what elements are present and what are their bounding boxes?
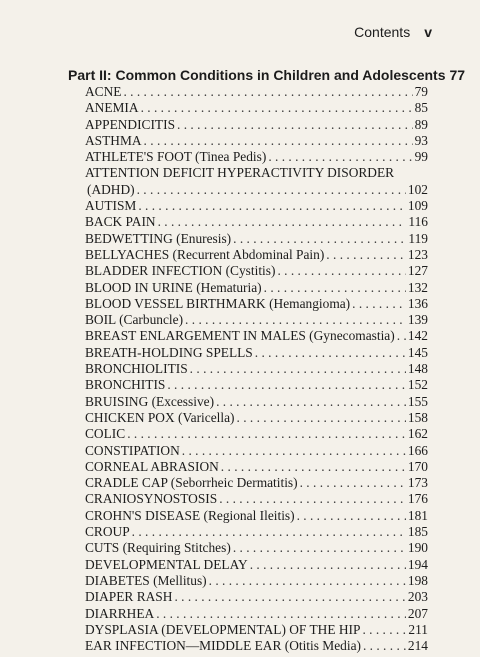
entry-page: 85	[414, 100, 428, 116]
dot-leader	[250, 557, 406, 573]
toc-entry	[68, 589, 428, 605]
entry-title: APPENDICITIS	[85, 116, 176, 132]
toc-entry	[68, 475, 428, 491]
entry-page: 89	[414, 116, 428, 132]
toc-entry	[68, 426, 428, 442]
toc-entry	[68, 410, 428, 426]
dot-leader	[141, 100, 413, 116]
entry-page: 116	[408, 214, 428, 230]
toc-entry	[68, 573, 428, 589]
entry-page: 181	[407, 507, 428, 523]
entry-page: 166	[407, 442, 428, 458]
entry-continuation	[85, 182, 428, 198]
toc-entry	[68, 214, 428, 230]
section-title: Contents	[354, 24, 411, 40]
folio: v	[424, 24, 432, 40]
entry-page: 211	[408, 621, 428, 637]
entry-title: CHICKEN POX (Varicella)	[85, 409, 235, 425]
entry-page: 152	[407, 377, 428, 393]
entry-title: BREATH-HOLDING SPELLS	[85, 344, 253, 360]
toc-entry	[68, 247, 428, 263]
part-page: 77	[449, 67, 466, 83]
toc-entry	[68, 459, 428, 475]
dot-leader	[132, 524, 406, 540]
toc-entry	[68, 133, 428, 149]
entry-title: BRONCHIOLITIS	[85, 361, 188, 377]
entry-title: BACK PAIN	[85, 214, 156, 230]
entry-title: COLIC	[85, 426, 126, 442]
dot-leader	[233, 231, 406, 247]
entry-page: 162	[407, 426, 428, 442]
toc-entry	[68, 149, 428, 165]
dot-leader	[221, 459, 406, 475]
entry-title: CUTS (Requiring Stitches)	[85, 540, 231, 556]
dot-leader	[177, 117, 413, 133]
dot-leader	[182, 443, 406, 459]
toc-entry	[68, 296, 428, 312]
toc-entry	[68, 361, 428, 377]
dot-leader	[264, 280, 406, 296]
dot-leader	[300, 475, 406, 491]
toc-entry	[68, 345, 428, 361]
entry-page: 79	[414, 84, 428, 99]
entry-title: EAR INFECTION—MIDDLE EAR (Otitis Media)	[85, 638, 361, 654]
entry-title: DIABETES (Mellitus)	[85, 572, 207, 588]
running-head	[354, 24, 432, 40]
toc-entry	[68, 231, 428, 247]
entry-title: ACNE	[85, 84, 122, 99]
entry-page: 173	[407, 475, 428, 491]
dot-leader	[352, 296, 406, 312]
entry-page: 109	[407, 198, 428, 214]
part-heading	[68, 67, 466, 84]
toc-entry	[68, 491, 428, 507]
dot-leader	[397, 328, 406, 344]
toc-entry	[68, 394, 428, 410]
entry-page: 155	[407, 393, 428, 409]
entry-title: ATTENTION DEFICIT HYPERACTIVITY DISORDER	[85, 165, 395, 181]
dot-leader	[216, 394, 406, 410]
entry-title: BLOOD VESSEL BIRTHMARK (Hemangioma)	[85, 295, 351, 311]
entry-page: 99	[414, 149, 428, 165]
dot-leader	[167, 377, 406, 393]
dot-leader	[137, 182, 406, 198]
dot-leader	[363, 638, 406, 654]
toc-entry	[68, 508, 428, 524]
dot-leader	[237, 410, 406, 426]
entry-title: CROUP	[85, 524, 130, 540]
dot-leader	[233, 540, 406, 556]
toc-entry	[68, 638, 428, 654]
entry-page: 176	[407, 491, 428, 507]
entry-title: BELLYACHES (Recurrent Abdominal Pain)	[85, 246, 325, 262]
entry-page: 190	[407, 540, 428, 556]
toc-entries	[68, 84, 428, 654]
entry-title: CROHN'S DISEASE (Regional Ileitis)	[85, 507, 295, 523]
dot-leader	[144, 133, 413, 149]
entry-page: 119	[408, 230, 428, 246]
entry-page: 93	[414, 132, 428, 148]
entry-page: 139	[407, 312, 428, 328]
dot-leader	[219, 491, 406, 507]
entry-title: BREAST ENLARGEMENT IN MALES (Gynecomastia)	[85, 328, 395, 344]
toc-entry	[68, 606, 428, 622]
toc-entry	[68, 198, 428, 214]
toc-entry	[68, 165, 428, 198]
dot-leader	[174, 589, 405, 605]
toc-entry	[68, 312, 428, 328]
entry-page: 127	[407, 263, 428, 279]
entry-page: 214	[407, 638, 428, 654]
entry-page: 136	[407, 295, 428, 311]
dot-leader	[362, 622, 406, 638]
dot-leader	[268, 149, 412, 165]
part-title: Part II: Common Conditions in Children and Adolescents	[68, 67, 446, 83]
toc-entry	[68, 100, 428, 116]
dot-leader	[277, 263, 405, 279]
entry-title: CORNEAL ABRASION	[85, 458, 219, 474]
entry-title: ATHLETE'S FOOT (Tinea Pedis)	[85, 149, 267, 165]
entry-title: BEDWETTING (Enuresis)	[85, 230, 232, 246]
entry-title: CRADLE CAP (Seborrheic Dermatitis)	[85, 475, 298, 491]
toc-entry	[68, 280, 428, 296]
entry-page: 203	[407, 589, 428, 605]
toc-entry	[68, 377, 428, 393]
dot-leader	[209, 573, 406, 589]
entry-page: 194	[407, 556, 428, 572]
entry-page: 132	[407, 279, 428, 295]
entry-title: DEVELOPMENTAL DELAY	[85, 556, 248, 572]
entry-title: DYSPLASIA (DEVELOPMENTAL) OF THE HIP	[85, 621, 361, 637]
entry-page: 102	[407, 181, 428, 197]
entry-title: BRONCHITIS	[85, 377, 166, 393]
entry-title: DIAPER RASH	[85, 589, 173, 605]
dot-leader	[326, 247, 406, 263]
entry-title: AUTISM	[85, 198, 137, 214]
entry-page: 207	[407, 605, 428, 621]
dot-leader	[156, 606, 406, 622]
toc-entry	[68, 117, 428, 133]
toc-entry	[68, 622, 428, 638]
entry-title: BLADDER INFECTION (Cystitis)	[85, 263, 276, 279]
entry-page: 142	[407, 328, 428, 344]
entry-title: CRANIOSYNOSTOSIS	[85, 491, 218, 507]
dot-leader	[158, 214, 407, 230]
entry-title: ASTHMA	[85, 132, 142, 148]
dot-leader	[138, 198, 406, 214]
entry-page: 123	[407, 246, 428, 262]
dot-leader	[190, 361, 406, 377]
entry-page: 145	[407, 344, 428, 360]
toc-entry	[68, 557, 428, 573]
entry-title: BLOOD IN URINE (Hematuria)	[85, 279, 262, 295]
toc-entry	[68, 328, 428, 344]
entry-page: 198	[407, 572, 428, 588]
entry-title: ANEMIA	[85, 100, 139, 116]
entry-title: DIARRHEA	[85, 605, 155, 621]
entry-title: CONSTIPATION	[85, 442, 180, 458]
toc-entry	[68, 84, 428, 100]
entry-title-continued: (ADHD)	[87, 181, 135, 197]
entry-page: 185	[407, 524, 428, 540]
dot-leader	[255, 345, 406, 361]
entry-page: 148	[407, 361, 428, 377]
dot-leader	[123, 84, 412, 100]
dot-leader	[185, 312, 406, 328]
entry-page: 158	[407, 409, 428, 425]
table-of-contents	[68, 67, 466, 654]
toc-entry	[68, 263, 428, 279]
dot-leader	[297, 508, 406, 524]
entry-title: BOIL (Carbuncle)	[85, 312, 184, 328]
toc-entry	[68, 540, 428, 556]
entry-page: 170	[407, 458, 428, 474]
entry-title: BRUISING (Excessive)	[85, 393, 215, 409]
toc-entry	[68, 524, 428, 540]
dot-leader	[127, 426, 406, 442]
toc-entry	[68, 443, 428, 459]
